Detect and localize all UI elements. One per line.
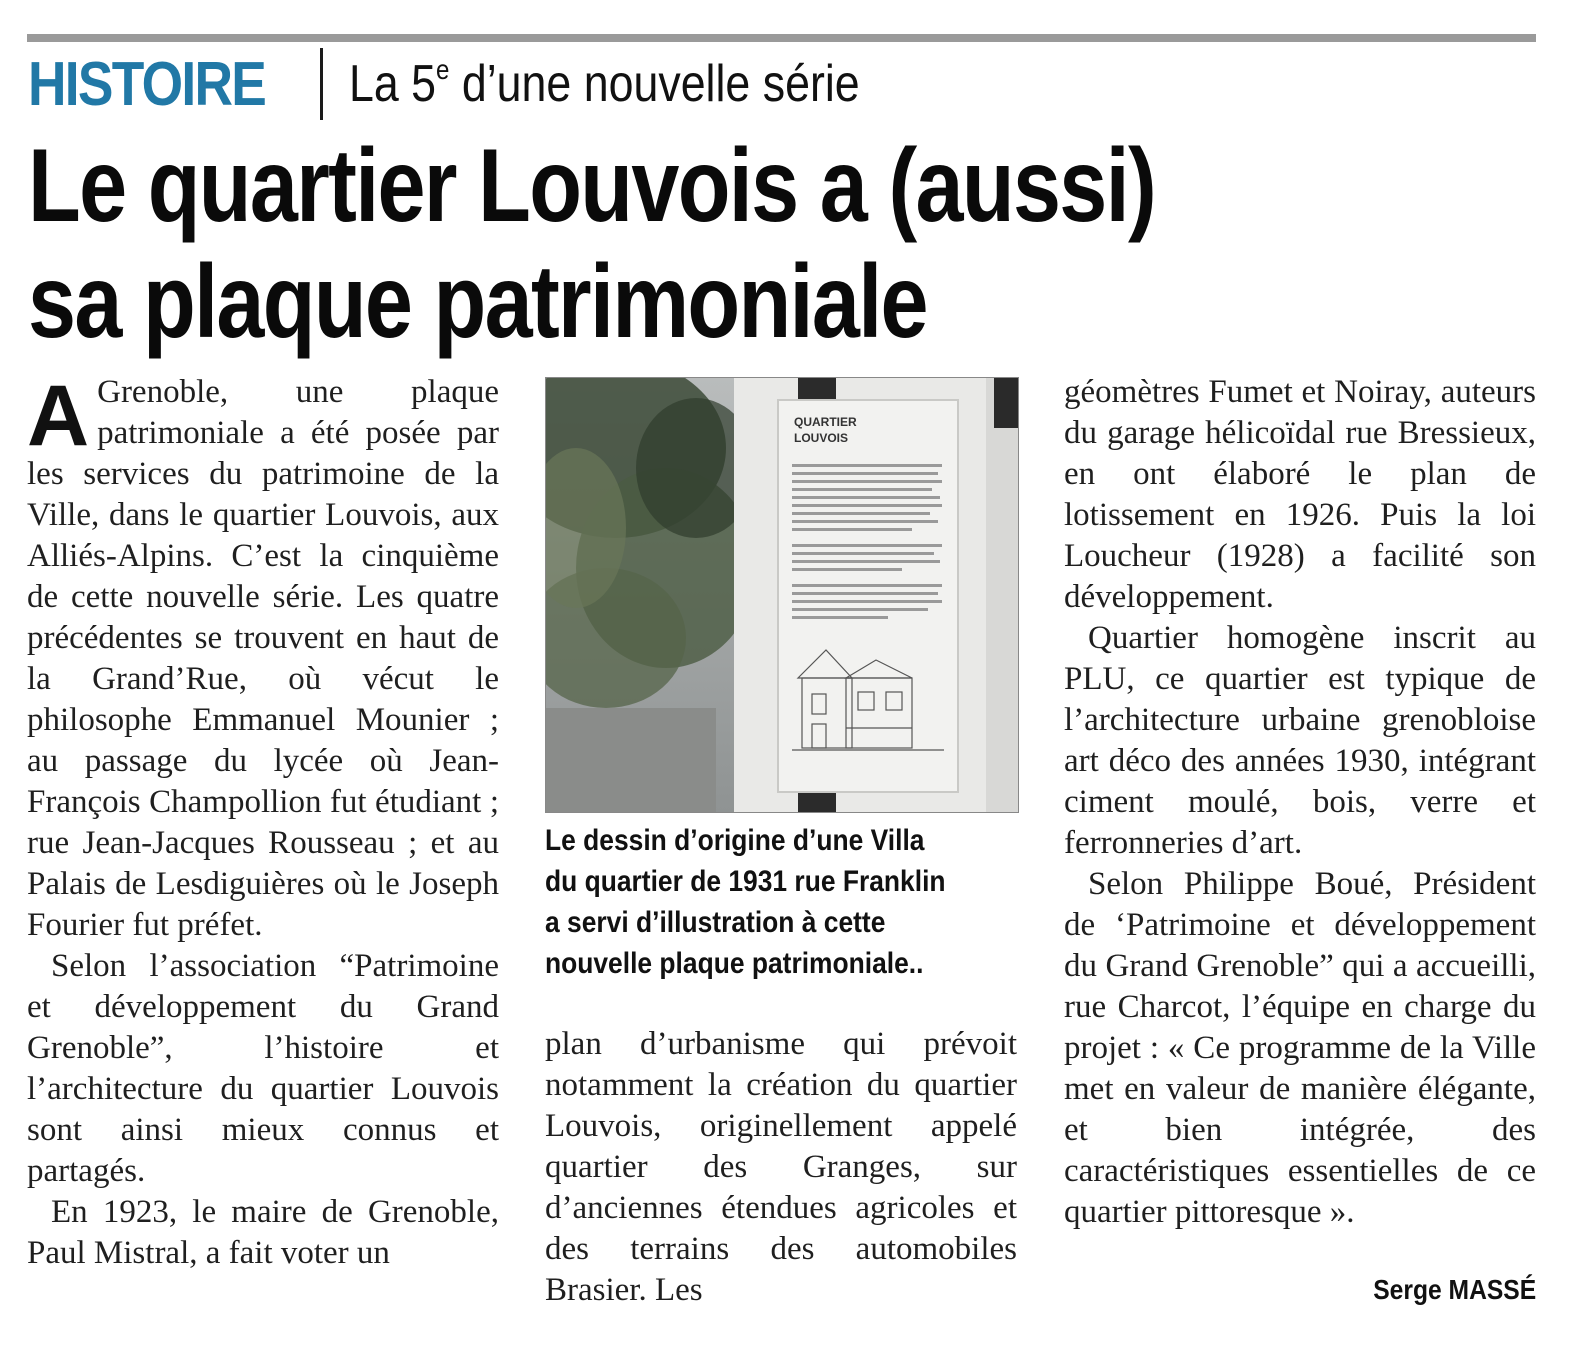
photo-caption [545, 820, 1025, 984]
article-photo [545, 377, 1019, 813]
paragraph-3-start: En 1923, le maire de Grenoble, Paul Mistral, a fait voter un [27, 1194, 499, 1271]
section-kicker [28, 46, 943, 122]
paragraph-3-continued: plan d’urbanisme qui prévoit notamment la création du quartier Louvois, originellement appelé quartier des Granges, sur d’anciennes étendues agricoles et des terrains des automobiles Brasier. Les [545, 1026, 1017, 1308]
paragraph-4: Quartier homogène inscrit au PLU, ce quartier est typique de l’architecture urbaine grenobloise art déco des années 1930, intégrant ciment moulé, bois, verre et ferronneries d’art. [1064, 620, 1536, 861]
paragraph-2: Selon l’association “Patrimoine et développement du Grand Grenoble”, l’histoire et l’architecture du quartier Louvois sont ainsi mieux connus et partagés. [27, 948, 499, 1189]
article-column-middle [545, 1024, 1017, 1311]
caption-line-4: nouvelle plaque patrimoniale.. [545, 947, 924, 980]
series-subtitle-sup: e [436, 54, 450, 85]
plaque-title-2: LOUVOIS [794, 431, 849, 445]
paragraph-3-end: géomètres Fumet et Noiray, auteurs du garage hélicoïdal rue Bressieux, en ont élaboré le plan de lotissement en 1926. Puis la loi Loucheur (1928) a facilité son développement. [1064, 374, 1536, 615]
kicker-divider [320, 48, 323, 120]
article-column-right [1064, 372, 1536, 1233]
plaque-photo-illustration [546, 378, 1018, 812]
paragraph-1 [27, 368, 499, 946]
paragraph-1-text: Grenoble, une plaque patrimoniale a été posée par les services du patrimoine de la Ville, dans le quartier Louvois, aux Alliés-Alpins. C’est la cinquième de cette nouvelle série. Les quatre précédentes se trouvent en haut de la Grand’Rue, où vécut le philosophe Emmanuel Mounier ; au passage du lycée où Jean-François Champollion fut étudiant ; rue Jean-Jacques Rousseau ; et au Palais de Lesdiguières où le Joseph Fourier fut préfet. [27, 374, 499, 943]
caption-line-3: a servi d’illustration à cette [545, 906, 886, 939]
caption-line-2: du quartier de 1931 rue Franklin [545, 865, 946, 898]
paragraph-5: Selon Philippe Boué, Président de ‘Patrimoine et développement du Grand Grenoble” qui a accueilli, rue Charcot, l’équipe en charge du projet : « Ce programme de la Ville met en valeur de manière élégante, et bien intégrée, des caractéristiques essentielles de ce quartier pittoresque ». [1064, 866, 1536, 1230]
top-rule [27, 34, 1536, 42]
series-subtitle-num: La 5 [349, 55, 437, 113]
article-headline [28, 128, 1298, 360]
headline-line-1: Le quartier Louvois a (aussi) [28, 128, 1156, 244]
author-signature: Serge MASSÉ [1373, 1274, 1536, 1305]
caption-line-1: Le dessin d’origine d’une Villa [545, 824, 925, 857]
plaque-title-1: QUARTIER [794, 415, 857, 429]
headline-line-2: sa plaque patrimoniale [28, 244, 927, 360]
series-subtitle-rest: d’une nouvelle série [449, 55, 860, 113]
drop-cap: A [27, 368, 90, 464]
series-subtitle [349, 54, 860, 114]
article-column-left [27, 368, 499, 1274]
section-label: HISTOIRE [28, 49, 266, 119]
